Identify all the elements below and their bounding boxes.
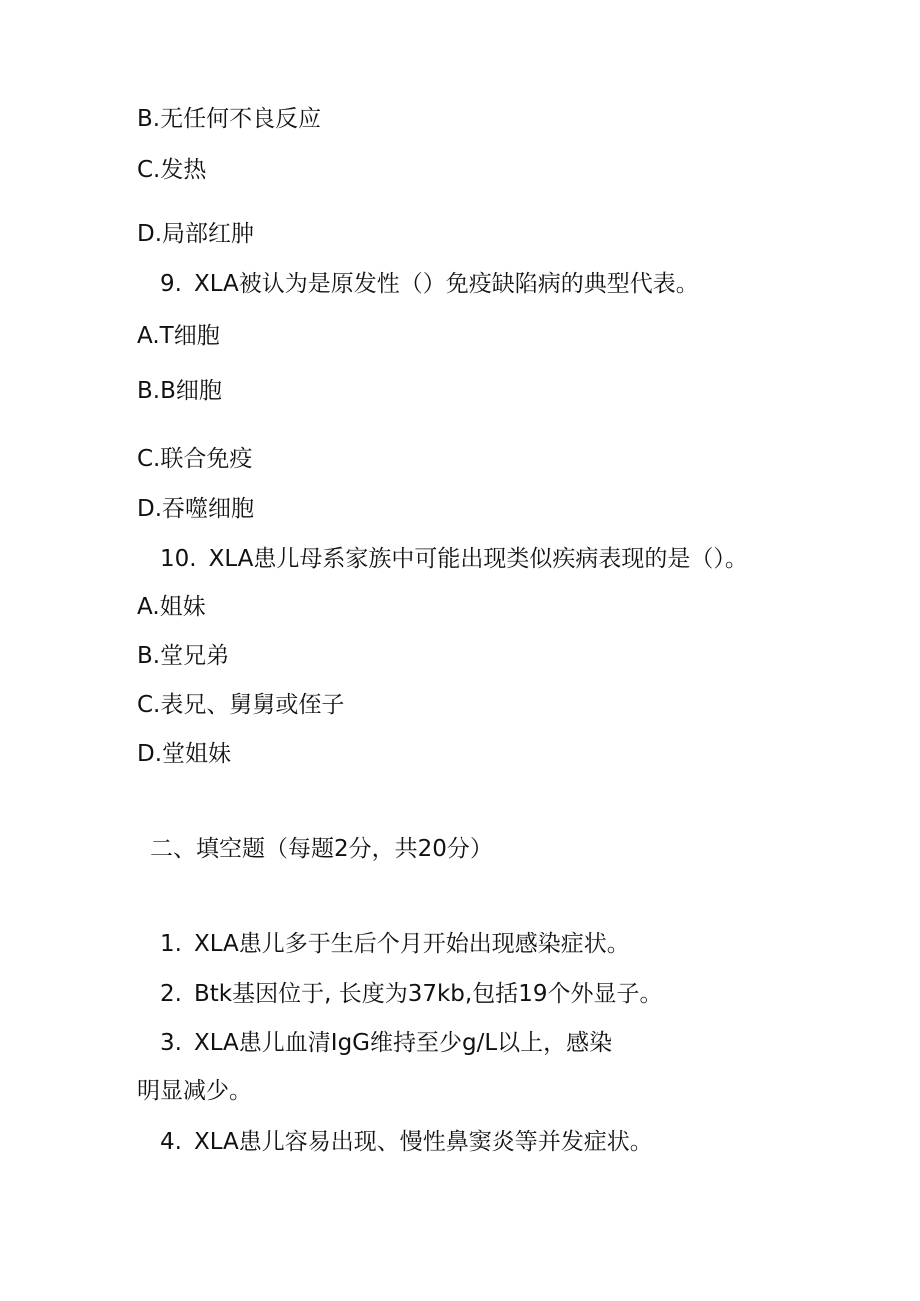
fill-question-1-number: 1. xyxy=(160,931,182,957)
fill-question-4 xyxy=(160,1127,653,1157)
q9-option-d: D.吞噬细胞 xyxy=(137,496,255,522)
q10-option-b: B.堂兄弟 xyxy=(137,643,230,669)
question-10 xyxy=(160,544,748,574)
q10-option-c: C.表兄、舅舅或侄子 xyxy=(137,692,345,718)
fill-question-1-text: XLA患儿多于生后个月开始出现感染症状。 xyxy=(193,931,630,957)
q8-option-c: C.发热 xyxy=(137,157,207,183)
q9-option-c: C.联合免疫 xyxy=(137,446,253,472)
fill-question-3 xyxy=(160,1028,612,1058)
q8-option-b: B.无任何不良反应 xyxy=(137,106,322,132)
q10-option-a: A.姐妹 xyxy=(137,594,206,620)
fill-question-4-text: XLA患儿容易出现、慢性鼻窦炎等并发症状。 xyxy=(193,1129,653,1155)
fill-question-2 xyxy=(160,979,662,1009)
fill-question-1 xyxy=(160,929,630,959)
question-10-number: 10. xyxy=(160,546,197,572)
fill-question-2-number: 2. xyxy=(160,981,182,1007)
q9-option-b: B.B细胞 xyxy=(137,378,222,404)
fill-question-3-text: XLA患儿血清IgG维持至少g/L以上，感染 xyxy=(193,1030,613,1056)
fill-question-4-number: 4. xyxy=(160,1129,182,1155)
section-two-heading: 二、填空题（每题2分，共20分） xyxy=(150,836,493,862)
fill-question-2-text: Btk基因位于, 长度为37kb,包括19个外显子。 xyxy=(193,981,663,1007)
fill-question-3-number: 3. xyxy=(160,1030,182,1056)
question-9 xyxy=(160,269,699,299)
q8-option-d: D.局部红肿 xyxy=(137,221,255,247)
q10-option-d: D.堂姐妹 xyxy=(137,741,232,767)
question-9-text: XLA被认为是原发性（）免疫缺陷病的典型代表。 xyxy=(193,271,699,297)
fill-question-3-continuation: 明显减少。 xyxy=(137,1078,252,1104)
question-9-number: 9. xyxy=(160,271,182,297)
question-10-text: XLA患儿母系家族中可能出现类似疾病表现的是（）。 xyxy=(208,546,748,572)
q9-option-a: A.T细胞 xyxy=(137,323,220,349)
